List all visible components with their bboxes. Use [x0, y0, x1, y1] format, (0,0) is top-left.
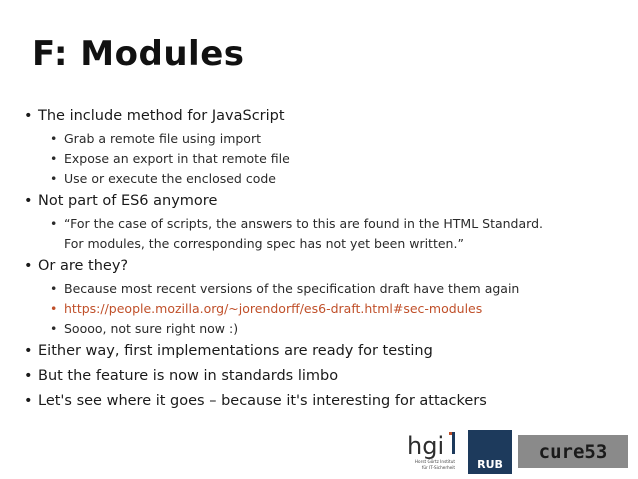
sub-bullet-use-enclosed-code: • Use or execute the enclosed code [24, 169, 624, 189]
sub-bullet-not-sure: • Soooo, not sure right now :) [24, 319, 624, 339]
bullet-implementations-ready: • Either way, first implementations are ready for testing [24, 339, 624, 364]
cure53-logo [518, 435, 628, 468]
footer-logos [405, 430, 635, 474]
rub-logo-mark: RUB [477, 458, 503, 471]
sub-bullet-recent-drafts: • Because most recent versions of the specification draft have them again [24, 279, 624, 299]
bullet-interesting-for-attackers: • Let's see where it goes – because it's interesting for attackers [24, 389, 624, 414]
hgi-logo [405, 430, 460, 474]
sub-bullet-spec-quote [24, 214, 624, 254]
cure53-logo-mark: cure53 [538, 441, 608, 463]
quote-line-1: • “For the case of scripts, the answers to this are found in the HTML Standard. [64, 216, 543, 231]
slide-title: F: Modules [32, 34, 245, 74]
hgi-logo-mark: hgi [407, 432, 445, 460]
quote-line-2: For modules, the corresponding spec has not yet been written.” [64, 236, 464, 251]
bullet-standards-limbo: • But the feature is now in standards limbo [24, 364, 624, 389]
sub-bullet-grab-remote-file: • Grab a remote file using import [24, 129, 624, 149]
sub-bullet-draft-link[interactable]: • https://people.mozilla.org/~jorendorff/es6-draft.html#sec-modules [24, 299, 624, 319]
bullet-or-are-they: • Or are they? [24, 254, 624, 279]
bullet-include-method: • The include method for JavaScript [24, 104, 624, 129]
bullet-list [24, 104, 624, 414]
hgi-caption-line-2: für IT-Sicherheit [421, 465, 455, 470]
sub-bullet-expose-export: • Expose an export in that remote file [24, 149, 624, 169]
bullet-not-es6: • Not part of ES6 anymore [24, 189, 624, 214]
rub-logo [468, 430, 512, 474]
hgi-caption-line-1: Horst Görtz Institut [414, 459, 455, 464]
